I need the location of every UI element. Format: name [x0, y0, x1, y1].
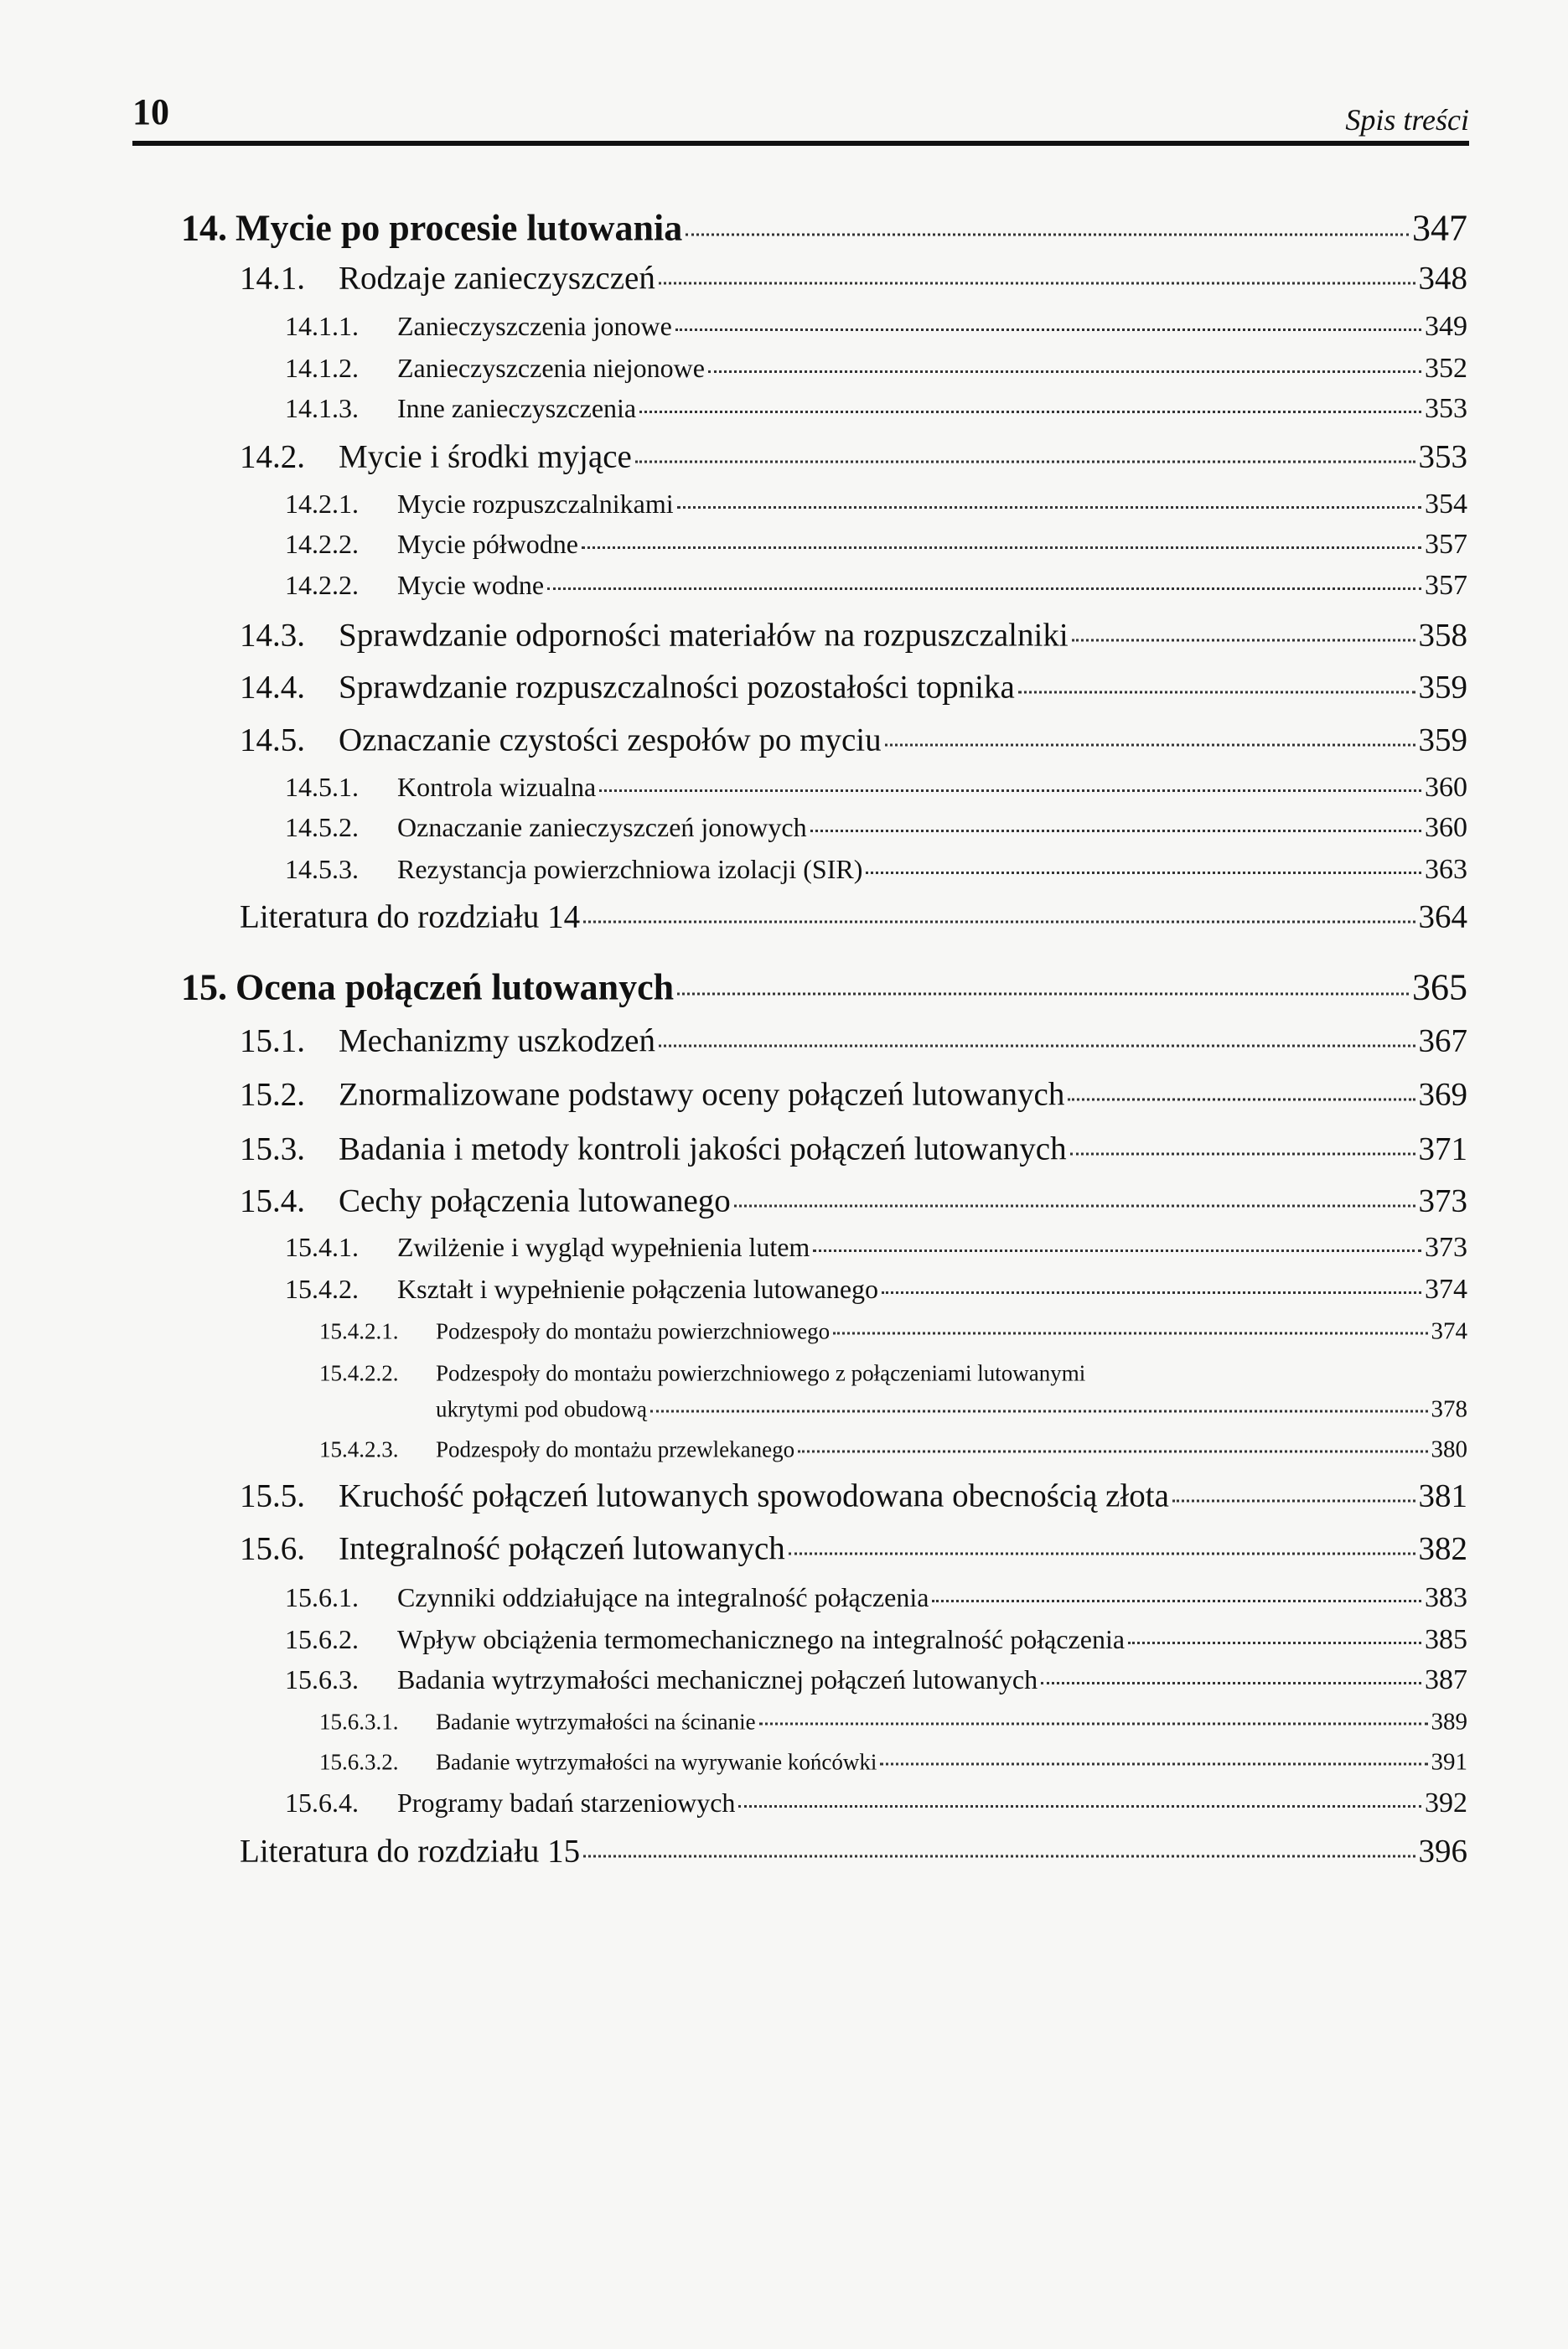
entry-title: Badania i metody kontroli jakości połączeń lutowanych	[339, 1131, 1067, 1167]
entry-number: 14.2.1.	[285, 489, 359, 519]
entry-page: 396	[1418, 1833, 1467, 1870]
dot-leader	[583, 921, 1415, 924]
dot-leader	[738, 1805, 1421, 1808]
entry-number: 14.4.	[240, 669, 305, 706]
entry-title: Zwilżenie i wygląd wypełnienia lutem	[397, 1232, 810, 1262]
entry-page: 353	[1418, 438, 1467, 475]
entry-title: Kruchość połączeń lutowanych spowodowana obecnością złota	[339, 1477, 1169, 1514]
dot-leader	[599, 789, 1421, 792]
entry-title: Oznaczanie zanieczyszczeń jonowych	[397, 812, 807, 842]
entry-page: 357	[1425, 570, 1467, 601]
entry-number: 15.2.	[240, 1076, 305, 1113]
entry-page: 381	[1418, 1477, 1467, 1514]
entry-page: 387	[1425, 1664, 1467, 1695]
entry-title: Rezystancja powierzchniowa izolacji (SIR)	[397, 854, 863, 884]
entry-page: 358	[1418, 617, 1467, 654]
toc-entry	[240, 1022, 1467, 1060]
entry-title: Zanieczyszczenia jonowe	[397, 311, 672, 341]
chapter-entry	[181, 966, 1467, 1009]
toc-entry	[285, 529, 1467, 561]
entry-page: 392	[1425, 1788, 1467, 1819]
dot-leader	[1172, 1500, 1415, 1503]
entry-title: Badanie wytrzymałości na wyrywanie końcówki	[436, 1749, 877, 1775]
dot-leader	[1068, 1099, 1415, 1101]
entry-page: 369	[1418, 1076, 1467, 1113]
dot-leader	[866, 872, 1421, 874]
toc-entry	[319, 1318, 1467, 1346]
entry-number: 15.4.	[240, 1182, 305, 1219]
dot-leader	[675, 329, 1421, 331]
toc-entry	[285, 772, 1467, 804]
dot-leader	[659, 1045, 1415, 1048]
entry-title: Znormalizowane podstawy oceny połączeń lutowanych	[339, 1076, 1065, 1113]
entry-page: 367	[1418, 1022, 1467, 1059]
entry-page: 364	[1418, 898, 1467, 935]
toc-entry	[285, 1788, 1467, 1819]
entry-number: 14.2.2.	[285, 529, 359, 559]
toc-entry	[285, 570, 1467, 602]
dot-leader	[650, 1410, 1428, 1413]
entry-page: 385	[1425, 1624, 1467, 1655]
entry-title: Ocena połączeń lutowanych	[235, 966, 675, 1008]
entry-page: 347	[1412, 207, 1467, 249]
toc-entry	[285, 311, 1467, 343]
entry-number: 14.1.1.	[285, 311, 359, 341]
toc-entry	[319, 1709, 1467, 1736]
toc-entry-line1	[319, 1361, 1085, 1387]
dot-leader	[1072, 639, 1415, 642]
entry-title: Sprawdzanie odporności materiałów na rozpuszczalniki	[339, 617, 1069, 654]
entry-title: Wpływ obciążenia termomechanicznego na integralność połączenia	[397, 1624, 1126, 1654]
toc-entry	[285, 1232, 1467, 1264]
entry-number: 14.5.3.	[285, 854, 359, 884]
dot-leader	[677, 993, 1409, 996]
dot-leader	[1041, 1682, 1421, 1684]
toc-entry	[285, 854, 1467, 886]
entry-title: Podzespoły do montażu powierzchniowego z połączeniami lutowanymi	[436, 1360, 1086, 1386]
entry-page: 357	[1425, 529, 1467, 560]
entry-number: 15.3.	[240, 1131, 305, 1167]
toc-entry	[285, 812, 1467, 844]
entry-title: Zanieczyszczenia niejonowe	[397, 353, 705, 383]
entry-page: 391	[1431, 1748, 1467, 1776]
toc-entry	[285, 353, 1467, 385]
entry-page: 363	[1425, 854, 1467, 885]
entry-number: 15.6.2.	[285, 1624, 359, 1654]
entry-title: Literatura do rozdziału 14	[240, 898, 581, 935]
entry-number: 15.6.3.2.	[319, 1749, 399, 1775]
entry-page: 378	[1431, 1395, 1467, 1423]
entry-number: 15.6.3.1.	[319, 1709, 399, 1735]
toc-entry	[240, 722, 1467, 759]
entry-number: 15.4.2.3.	[319, 1436, 399, 1462]
entry-page: 374	[1425, 1274, 1467, 1305]
entry-number: 15.5.	[240, 1477, 305, 1514]
page-number: 10	[132, 91, 169, 132]
toc-entry	[240, 1530, 1467, 1568]
entry-title: Programy badań starzeniowych	[397, 1788, 736, 1818]
entry-title: Mycie półwodne	[397, 529, 578, 559]
entry-title: Cechy połączenia lutowanego	[339, 1182, 731, 1219]
toc-entry	[240, 1182, 1467, 1220]
toc-entry	[240, 617, 1467, 655]
entry-number: 15.6.4.	[285, 1788, 359, 1818]
entry-number: 15.6.3.	[285, 1664, 359, 1694]
entry-title: Kontrola wizualna	[397, 772, 597, 802]
chapter-entry	[181, 207, 1467, 250]
dot-leader	[759, 1723, 1428, 1726]
toc-entry	[285, 1582, 1467, 1614]
dot-leader	[583, 1855, 1415, 1858]
dot-leader	[677, 506, 1421, 509]
toc-entry	[285, 393, 1467, 425]
entry-title: Mycie rozpuszczalnikami	[397, 489, 674, 519]
entry-title: Sprawdzanie rozpuszczalności pozostałości topnika	[339, 669, 1015, 706]
entry-page: 353	[1425, 393, 1467, 424]
toc-entry	[240, 1477, 1467, 1515]
entry-page: 380	[1431, 1436, 1467, 1463]
entry-number: 14.2.2.	[285, 570, 359, 600]
entry-title: Kształt i wypełnienie połączenia lutowanego	[397, 1274, 879, 1304]
dot-leader	[932, 1600, 1421, 1602]
dot-leader	[686, 234, 1409, 236]
entry-number: 14.5.	[240, 722, 305, 758]
toc-entry	[285, 1624, 1467, 1656]
entry-number: 14.5.2.	[285, 812, 359, 842]
dot-leader	[639, 411, 1421, 413]
entry-number: 15.1.	[240, 1022, 305, 1059]
bibliography-entry	[240, 898, 1467, 936]
dot-leader	[810, 830, 1421, 832]
entry-title: Rodzaje zanieczyszczeń	[339, 260, 655, 297]
entry-page: 360	[1425, 772, 1467, 803]
entry-page: 373	[1425, 1232, 1467, 1263]
entry-page: 348	[1418, 260, 1467, 297]
entry-title: Mycie wodne	[397, 570, 545, 600]
dot-leader	[813, 1250, 1421, 1252]
entry-number: 14.1.2.	[285, 353, 359, 383]
dot-leader	[882, 1291, 1421, 1294]
entry-number: 14.	[181, 207, 227, 249]
entry-number: 15.4.1.	[285, 1232, 359, 1262]
header-rule	[132, 141, 1469, 146]
entry-title: Literatura do rozdziału 15	[240, 1833, 581, 1870]
dot-leader	[734, 1205, 1415, 1208]
entry-page: 383	[1425, 1582, 1467, 1613]
toc-entry	[319, 1436, 1467, 1464]
dot-leader	[833, 1332, 1427, 1335]
toc-entry	[285, 489, 1467, 520]
entry-number: 15.6.1.	[285, 1582, 359, 1612]
entry-title-continued: ukrytymi pod obudową	[436, 1396, 647, 1422]
toc-entry	[240, 1131, 1467, 1168]
entry-number: 14.1.	[240, 260, 305, 297]
entry-title: Badania wytrzymałości mechanicznej połączeń lutowanych	[397, 1664, 1038, 1694]
entry-page: 374	[1431, 1317, 1467, 1345]
entry-page: 371	[1418, 1131, 1467, 1167]
dot-leader	[1070, 1153, 1415, 1156]
dot-leader	[582, 546, 1421, 549]
dot-leader	[789, 1553, 1415, 1555]
dot-leader	[1018, 691, 1415, 694]
dot-leader	[1128, 1642, 1421, 1644]
entry-page: 352	[1425, 353, 1467, 384]
entry-title: Podzespoły do montażu powierzchniowego	[436, 1318, 831, 1344]
dot-leader	[659, 282, 1415, 285]
entry-number: 15.6.	[240, 1530, 305, 1567]
entry-title: Mycie i środki myjące	[339, 438, 632, 475]
entry-page: 365	[1412, 966, 1467, 1008]
bibliography-entry	[240, 1833, 1467, 1870]
entry-title: Czynniki oddziałujące na integralność połączenia	[397, 1582, 929, 1612]
entry-page: 389	[1431, 1708, 1467, 1736]
dot-leader	[880, 1763, 1427, 1766]
entry-page: 373	[1418, 1182, 1467, 1219]
toc-entry	[285, 1274, 1467, 1306]
entry-title: Mechanizmy uszkodzeń	[339, 1022, 655, 1059]
entry-page: 382	[1418, 1530, 1467, 1567]
running-title: Spis treści	[1345, 103, 1469, 137]
toc-entry	[240, 1076, 1467, 1114]
entry-title: Podzespoły do montażu przewlekanego	[436, 1436, 795, 1462]
dot-leader	[798, 1451, 1427, 1453]
entry-page: 359	[1418, 669, 1467, 706]
entry-title: Badanie wytrzymałości na ścinanie	[436, 1709, 756, 1735]
toc-entry	[240, 438, 1467, 476]
entry-title: Oznaczanie czystości zespołów po myciu	[339, 722, 882, 758]
dot-leader	[547, 587, 1421, 590]
entry-number: 14.3.	[240, 617, 305, 654]
dot-leader	[708, 370, 1421, 373]
entry-title: Integralność połączeń lutowanych	[339, 1530, 785, 1567]
toc-entry	[436, 1396, 1467, 1424]
toc-entry	[240, 260, 1467, 298]
toc-entry	[319, 1749, 1467, 1777]
entry-number: 15.	[181, 966, 227, 1008]
dot-leader	[635, 461, 1415, 463]
toc-entry	[240, 669, 1467, 706]
entry-number: 15.4.2.	[285, 1274, 359, 1304]
toc-entry	[285, 1664, 1467, 1696]
entry-number: 14.1.3.	[285, 393, 359, 423]
entry-number: 15.4.2.2.	[319, 1360, 399, 1386]
entry-title: Mycie po procesie lutowania	[235, 207, 683, 249]
entry-page: 354	[1425, 489, 1467, 520]
entry-title: Inne zanieczyszczenia	[397, 393, 637, 423]
entry-number: 15.4.2.1.	[319, 1318, 399, 1344]
entry-number: 14.5.1.	[285, 772, 359, 802]
entry-page: 360	[1425, 812, 1467, 843]
dot-leader	[885, 744, 1415, 747]
entry-page: 359	[1418, 722, 1467, 758]
entry-number: 14.2.	[240, 438, 305, 475]
entry-page: 349	[1425, 311, 1467, 342]
